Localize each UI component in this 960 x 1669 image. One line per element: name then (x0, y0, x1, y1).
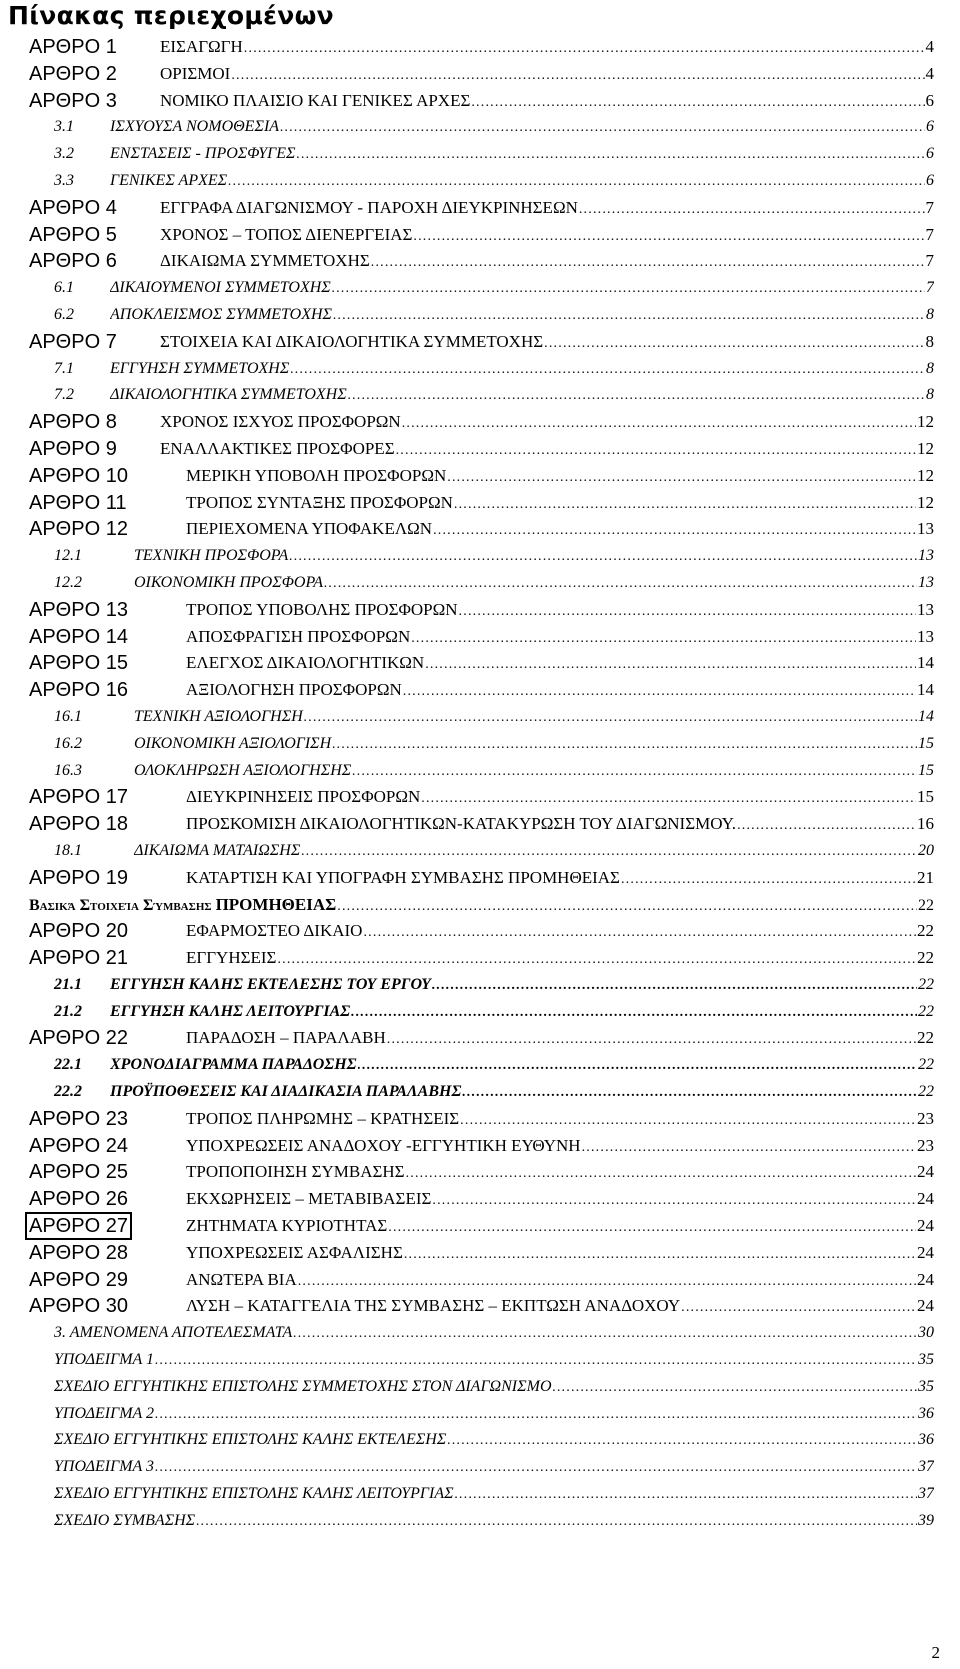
toc-entry[interactable] (0, 677, 960, 704)
toc-entry-number: ΑΡΘΡΟ 10 (29, 464, 128, 487)
toc-entry[interactable] (0, 222, 960, 249)
dot-leader (228, 169, 925, 196)
toc-entry-number: 7.1 (54, 359, 74, 377)
dot-leader (387, 1027, 916, 1054)
toc-entry[interactable] (0, 972, 960, 999)
toc-entry-number: ΑΡΘΡΟ 21 (29, 947, 128, 970)
toc-entry[interactable] (0, 516, 960, 543)
toc-entry-number: 21.1 (54, 975, 82, 993)
toc-entry-number: ΑΡΘΡΟ 25 (29, 1161, 128, 1184)
dot-leader (298, 1269, 916, 1296)
toc-entry-title: ΣΧΕΔΙΟ ΕΓΓΥΗΤΙΚΗΣ ΕΠΙΣΤΟΛΗΣ ΣΥΜΜΕΤΟΧΗΣ ΣΤΟΝ ΔΙΑΓΩΝΙΣΜΟ (54, 1377, 552, 1395)
toc-entry-number: ΑΡΘΡΟ 23 (29, 1107, 128, 1130)
toc-entry-page: 6 (926, 118, 934, 136)
dot-leader (358, 1053, 917, 1080)
toc-entry-page: 14 (918, 707, 934, 725)
toc-entry-page: 35 (918, 1377, 934, 1395)
toc-entry[interactable] (0, 1508, 960, 1535)
toc-entry-title: ΠΕΡΙΕΧΟΜΕΝΑ ΥΠΟΦΑΚΕΛΩΝ (186, 519, 433, 539)
toc-entry[interactable] (0, 1052, 960, 1079)
dot-leader (293, 1321, 917, 1348)
toc-entry-title: ΕΝΑΛΛΑΚΤΙΚΕΣ ΠΡΟΣΦΟΡΕΣ (160, 438, 395, 458)
dot-leader (332, 276, 925, 303)
toc-entry-page: 37 (918, 1485, 934, 1503)
dot-leader (433, 518, 916, 545)
toc-entry-number: ΑΡΘΡΟ 28 (29, 1241, 128, 1264)
toc-entry-page: 16 (917, 814, 934, 834)
toc-entry[interactable] (0, 838, 960, 865)
toc-entry-page: 24 (917, 1189, 934, 1209)
toc-entry-title: ΤΡΟΠΟΠΟΙΗΣΗ ΣΥΜΒΑΣΗΣ (186, 1162, 405, 1182)
toc-entry-number: 16.1 (54, 707, 82, 725)
toc-entry-title: ΑΞΙΟΛΟΓΗΣΗ ΠΡΟΣΦΟΡΩΝ (186, 680, 402, 700)
toc-entry-page: 22 (918, 896, 934, 914)
toc-entry[interactable] (0, 597, 960, 624)
toc-entry-number: ΑΡΘΡΟ 6 (29, 250, 117, 273)
toc-entry[interactable] (0, 650, 960, 677)
toc-entry-title: ΕΓΓΥΗΣΗ ΣΥΜΜΕΤΟΧΗΣ (110, 359, 290, 377)
toc-entry[interactable] (0, 758, 960, 785)
toc-entry[interactable] (0, 114, 960, 141)
toc-entry-page: 8 (926, 305, 934, 323)
toc-entry-number: 21.2 (54, 1002, 82, 1020)
dot-leader (337, 894, 917, 921)
toc-entry-number: ΑΡΘΡΟ 29 (29, 1268, 128, 1291)
toc-entry[interactable] (0, 811, 960, 838)
toc-entry-title (29, 892, 336, 920)
toc-entry-number: ΑΡΘΡΟ 20 (29, 920, 128, 943)
dot-leader (737, 813, 916, 840)
toc-entry[interactable] (0, 409, 960, 436)
toc-entry-number: ΑΡΘΡΟ 5 (29, 223, 117, 246)
toc-entry[interactable] (0, 88, 960, 115)
dot-leader (396, 438, 916, 465)
toc-entry-title: ΛΥΣΗ – ΚΑΤΑΓΓΕΛΙΑ ΤΗΣ ΣΥΜΒΑΣΗΣ – ΕΚΠΤΩΣΗ ΑΝΑΔΟΧΟΥ (186, 1296, 681, 1316)
toc-entry-page: 13 (918, 547, 934, 565)
toc-entry[interactable] (0, 436, 960, 463)
dot-leader (447, 1428, 917, 1455)
toc-entry-title: ΟΙΚΟΝΟΜΙΚΗ ΑΞΙΟΛΟΓΙΣΗ (134, 734, 332, 752)
toc-entry-page: 23 (917, 1108, 934, 1128)
toc-entry-title: ΣΧΕΔΙΟ ΣΥΜΒΑΣΗΣ (54, 1511, 196, 1529)
toc-entry[interactable] (0, 1106, 960, 1133)
toc-entry-title: ΠΑΡΑΔΟΣΗ – ΠΑΡΑΛΑΒΗ (186, 1028, 386, 1048)
toc-entry-page: 20 (918, 841, 934, 859)
table-of-contents (0, 34, 960, 1535)
dot-leader (413, 224, 924, 251)
dot-leader (553, 1375, 917, 1402)
toc-entry-page: 21 (917, 867, 934, 887)
toc-entry[interactable] (0, 1025, 960, 1052)
dot-leader (579, 197, 925, 224)
toc-entry-page: 8 (926, 386, 934, 404)
dot-leader (544, 331, 924, 358)
toc-entry[interactable] (0, 61, 960, 88)
toc-entry-title: ΝΟΜΙΚΟ ΠΛΑΙΣΙΟ ΚΑΙ ΓΕΝΙΚΕΣ ΑΡΧΕΣ (160, 90, 471, 110)
dot-leader (351, 1000, 917, 1027)
toc-entry[interactable] (0, 945, 960, 972)
toc-entry[interactable] (0, 168, 960, 195)
toc-entry-page: 6 (926, 171, 934, 189)
toc-entry-number: 7.2 (54, 386, 74, 404)
toc-entry[interactable] (0, 1320, 960, 1347)
toc-entry-title: ΤΡΟΠΟΣ ΣΥΝΤΑΞΗΣ ΠΡΟΣΦΟΡΩΝ (186, 492, 453, 512)
toc-entry-title: ΑΠΟΣΦΡΑΓΙΣΗ ΠΡΟΣΦΟΡΩΝ (186, 626, 411, 646)
toc-entry[interactable] (0, 1267, 960, 1294)
toc-entry-page: 13 (917, 599, 934, 619)
toc-entry[interactable] (0, 892, 960, 919)
dot-leader (363, 920, 916, 947)
dot-leader (155, 1348, 917, 1375)
dot-leader (421, 786, 916, 813)
toc-entry-number: ΑΡΘΡΟ 30 (29, 1295, 128, 1318)
dot-leader (155, 1402, 917, 1429)
toc-entry-title: ΕΓΓΥΗΣΕΙΣ (186, 948, 277, 968)
toc-entry-title: ΖΗΤΗΜΑΤΑ ΚΥΡΙΟΤΗΤΑΣ (186, 1216, 388, 1236)
dot-leader (244, 36, 925, 63)
toc-entry-title: ΕΦΑΡΜΟΣΤΕΟ ΔΙΚΑΙΟ (186, 921, 363, 941)
toc-entry[interactable] (0, 918, 960, 945)
toc-entry-number: 16.2 (54, 734, 82, 752)
toc-entry-title: ΕΓΓΥΗΣΗ ΚΑΛΗΣ ΕΚΤΕΛΕΣΗΣ ΤΟΥ ΕΡΓΟΥ (110, 975, 431, 993)
toc-entry-page: 15 (918, 761, 934, 779)
toc-entry-number: 6.2 (54, 305, 74, 323)
toc-entry-page: 7 (926, 279, 934, 297)
dot-leader (460, 1108, 916, 1135)
toc-entry-page: 22 (917, 948, 934, 968)
dot-leader (231, 63, 924, 90)
toc-entry-title: ΣΧΕΔΙΟ ΕΓΓΥΗΤΙΚΗΣ ΕΠΙΣΤΟΛΗΣ ΚΑΛΗΣ ΕΚΤΕΛΕΣΗΣ (54, 1431, 447, 1449)
toc-entry-title: ΤΡΟΠΟΣ ΠΛΗΡΩΜΗΣ – ΚΡΑΤΗΣΕΙΣ (186, 1108, 460, 1128)
toc-entry-page: 12 (917, 492, 934, 512)
toc-entry-number: 6.1 (54, 279, 74, 297)
page-number: 2 (931, 1643, 940, 1662)
toc-entry-page: 22 (918, 1002, 934, 1020)
toc-entry-page: 12 (917, 465, 934, 485)
toc-entry-page: 22 (917, 921, 934, 941)
dot-leader (406, 1161, 916, 1188)
toc-entry-number: ΑΡΘΡΟ 24 (29, 1134, 128, 1157)
toc-entry-page: 24 (917, 1296, 934, 1316)
toc-entry-number: ΑΡΘΡΟ 27 (29, 1215, 128, 1238)
toc-entry[interactable] (0, 1213, 960, 1240)
dot-leader (404, 1242, 916, 1269)
toc-heading: Πίνακας περιεχομένων (8, 1, 334, 30)
toc-entry-title: ΔΙΚΑΙΟΥΜΕΝΟΙ ΣΥΜΜΕΤΟΧΗΣ (110, 279, 331, 297)
toc-entry-title: ΥΠΟΔΕΙΓΜΑ 3 (54, 1458, 155, 1476)
toc-entry-page: 23 (917, 1135, 934, 1155)
toc-entry-title-part: ΠΡΟΜΗΘΕΙΑΣ (215, 894, 337, 914)
toc-entry-number: ΑΡΘΡΟ 2 (29, 62, 117, 85)
toc-entry[interactable] (0, 195, 960, 222)
toc-entry[interactable] (0, 382, 960, 409)
toc-entry-number: ΑΡΘΡΟ 7 (29, 330, 117, 353)
toc-entry[interactable] (0, 302, 960, 329)
dot-leader (348, 383, 925, 410)
toc-entry-page: 7 (925, 251, 934, 271)
toc-entry-number: ΑΡΘΡΟ 14 (29, 625, 128, 648)
toc-entry-page: 8 (926, 359, 934, 377)
toc-entry-title: ΤΡΟΠΟΣ ΥΠΟΒΟΛΗΣ ΠΡΟΣΦΟΡΩΝ (186, 599, 458, 619)
toc-entry-number: ΑΡΘΡΟ 8 (29, 411, 117, 434)
toc-entry-number: ΑΡΘΡΟ 13 (29, 598, 128, 621)
toc-entry-number: ΑΡΘΡΟ 9 (29, 437, 117, 460)
toc-entry-title: ΚΑΤΑΡΤΙΣΗ ΚΑΙ ΥΠΟΓΡΑΦΗ ΣΥΜΒΑΣΗΣ ΠΡΟΜΗΘΕΙΑΣ (186, 867, 620, 887)
toc-entry-page: 24 (917, 1242, 934, 1262)
toc-entry-number: ΑΡΘΡΟ 3 (29, 89, 117, 112)
toc-entry-title: ΕΓΓΡΑΦΑ ΔΙΑΓΩΝΙΣΜΟΥ - ΠΑΡΟΧΗ ΔΙΕΥΚΡΙΝΗΣΕΩΝ (160, 197, 578, 217)
toc-entry-title: ΟΡΙΣΜΟΙ (160, 63, 231, 83)
toc-entry-page: 8 (925, 331, 934, 351)
toc-entry-page: 24 (917, 1216, 934, 1236)
toc-entry-page: 6 (926, 145, 934, 163)
toc-entry[interactable] (0, 784, 960, 811)
dot-leader (297, 142, 926, 169)
dot-leader (333, 303, 925, 330)
dot-leader (352, 759, 917, 786)
toc-entry-title: ΥΠΟΔΕΙΓΜΑ 2 (54, 1404, 155, 1422)
toc-entry-page: 7 (925, 224, 934, 244)
toc-entry-title: ΓΕΝΙΚΕΣ ΑΡΧΕΣ (110, 171, 228, 189)
toc-entry[interactable] (0, 248, 960, 275)
dot-leader (280, 115, 925, 142)
toc-entry-title-part: Βασικά Στοιχεία Σύμβασης (29, 896, 212, 914)
toc-entry-title: ΕΙΣΑΓΩΓΗ (160, 37, 243, 56)
toc-entry-title: ΙΣΧΥΟΥΣΑ ΝΟΜΟΘΕΣΙΑ (110, 118, 280, 136)
toc-entry-title: ΕΚΧΩΡΗΣΕΙΣ – ΜΕΤΑΒΙΒΑΣΕΙΣ (186, 1189, 432, 1209)
toc-entry-title: ΔΙΚΑΙΩΜΑ ΣΥΜΜΕΤΟΧΗΣ (160, 251, 370, 271)
toc-entry-page: 36 (918, 1404, 934, 1422)
toc-entry[interactable] (0, 1401, 960, 1428)
dot-leader (301, 839, 917, 866)
toc-entry[interactable] (0, 1347, 960, 1374)
toc-entry-number: ΑΡΘΡΟ 1 (29, 36, 117, 58)
toc-entry-page: 24 (917, 1162, 934, 1182)
toc-entry-number: ΑΡΘΡΟ 12 (29, 518, 128, 541)
toc-entry-number: 18.1 (54, 841, 82, 859)
toc-entry[interactable] (0, 1427, 960, 1454)
dot-leader (462, 1080, 917, 1107)
dot-leader (196, 1509, 917, 1536)
toc-entry[interactable] (0, 731, 960, 758)
toc-entry-page: 7 (925, 197, 934, 217)
toc-entry-title: ΔΙΕΥΚΡΙΝΗΣΕΙΣ ΠΡΟΣΦΟΡΩΝ (186, 787, 421, 807)
toc-entry-title: ΧΡΟΝΟΔΙΑΓΡΑΜΜΑ ΠΑΡΑΔΟΣΗΣ (110, 1056, 357, 1074)
toc-entry-title: ΑΠΟΚΛΕΙΣΜΟΣ ΣΥΜΜΕΤΟΧΗΣ (110, 305, 333, 323)
toc-entry-number: ΑΡΘΡΟ 16 (29, 679, 128, 702)
toc-entry-title: ΤΕΧΝΙΚΗ ΑΞΙΟΛΟΓΗΣΗ (134, 707, 303, 725)
toc-entry[interactable] (0, 141, 960, 168)
toc-entry-title: ΜΕΡΙΚΗ ΥΠΟΒΟΛΗ ΠΡΟΣΦΟΡΩΝ (186, 465, 447, 485)
dot-leader (402, 411, 916, 438)
dot-leader (454, 492, 916, 519)
dot-leader (388, 1215, 916, 1242)
dot-leader (290, 357, 925, 384)
toc-entry-page: 36 (918, 1431, 934, 1449)
toc-entry-page: 22 (918, 1056, 934, 1074)
dot-leader (289, 544, 917, 571)
toc-entry[interactable] (0, 1454, 960, 1481)
dot-leader (681, 1295, 916, 1322)
toc-entry[interactable] (0, 1374, 960, 1401)
toc-entry[interactable] (0, 1079, 960, 1106)
toc-entry[interactable] (0, 1240, 960, 1267)
toc-entry-number: ΑΡΘΡΟ 17 (29, 786, 128, 809)
toc-entry-number: ΑΡΘΡΟ 4 (29, 196, 117, 219)
toc-entry-number: 12.2 (54, 573, 82, 591)
toc-entry-title: ΟΙΚΟΝΟΜΙΚΗ ΠΡΟΣΦΟΡΑ (134, 573, 323, 591)
toc-entry[interactable] (0, 1293, 960, 1320)
toc-entry-title: ΣΤΟΙΧΕΙΑ ΚΑΙ ΔΙΚΑΙΟΛΟΓΗΤΙΚΑ ΣΥΜΜΕΤΟΧΗΣ (160, 331, 544, 351)
toc-entry-title: ΥΠΟΔΕΙΓΜΑ 1 (54, 1351, 155, 1369)
toc-entry-page: 35 (918, 1351, 934, 1369)
toc-entry-title: ΥΠΟΧΡΕΩΣΕΙΣ ΑΣΦΑΛΙΣΗΣ (186, 1242, 403, 1262)
toc-entry-title: ΣΧΕΔΙΟ ΕΓΓΥΗΤΙΚΗΣ ΕΠΙΣΤΟΛΗΣ ΚΑΛΗΣ ΛΕΙΤΟΥΡΓΙΑΣ (54, 1485, 454, 1503)
toc-entry-page: 13 (918, 573, 934, 591)
toc-entry[interactable] (0, 1481, 960, 1508)
toc-entry-page: 6 (925, 90, 934, 110)
dot-leader (447, 465, 916, 492)
toc-entry-number: 16.3 (54, 761, 82, 779)
toc-entry-number: 3.2 (54, 145, 74, 163)
dot-leader (471, 90, 924, 117)
toc-entry-page: 4 (925, 63, 934, 83)
dot-leader (332, 732, 917, 759)
toc-entry-number: ΑΡΘΡΟ 19 (29, 866, 128, 889)
toc-entry-page: 13 (917, 626, 934, 646)
toc-entry-page: 14 (917, 653, 934, 673)
toc-entry[interactable] (0, 570, 960, 597)
dot-leader (621, 867, 916, 894)
toc-entry[interactable] (0, 1133, 960, 1160)
toc-entry-page: 12 (917, 412, 934, 432)
dot-leader (277, 947, 916, 974)
dot-leader (155, 1455, 917, 1482)
toc-entry-number: 22.2 (54, 1083, 82, 1101)
toc-entry-page: 4 (925, 37, 934, 56)
toc-entry-number: ΑΡΘΡΟ 18 (29, 813, 128, 836)
dot-leader (411, 626, 916, 653)
toc-entry-page: 22 (918, 975, 934, 993)
toc-entry-page: 37 (918, 1458, 934, 1476)
toc-entry[interactable] (0, 1159, 960, 1186)
toc-entry-number: ΑΡΘΡΟ 15 (29, 652, 128, 675)
dot-leader (371, 250, 925, 277)
toc-entry-title: ΠΡΟΣΚΟΜΙΣΗ ΔΙΚΑΙΟΛΟΓΗΤΙΚΩΝ-ΚΑΤΑΚΥΡΩΣΗ ΤΟΥ ΔΙΑΓΩΝΙΣΜΟΥ. (186, 814, 737, 834)
toc-entry-page: 39 (918, 1511, 934, 1529)
toc-entry-title: ΕΛΕΓΧΟΣ ΔΙΚΑΙΟΛΟΓΗΤΙΚΩΝ (186, 653, 425, 673)
toc-entry-title: ΤΕΧΝΙΚΗ ΠΡΟΣΦΟΡΑ (134, 547, 289, 565)
toc-entry-title: ΑΝΩΤΕΡΑ ΒΙΑ (186, 1269, 297, 1289)
dot-leader (432, 1188, 916, 1215)
dot-leader (324, 571, 917, 598)
toc-entry-title: ΧΡΟΝΟΣ ΙΣΧΥΟΣ ΠΡΟΣΦΟΡΩΝ (160, 412, 401, 432)
toc-entry[interactable] (0, 624, 960, 651)
toc-entry[interactable] (0, 329, 960, 356)
toc-entry[interactable] (0, 999, 960, 1026)
toc-entry-title: 3. ΑΜΕΝΟΜΕΝΑ ΑΠΟΤΕΛΕΣΜΑΤΑ (54, 1324, 293, 1342)
toc-entry-page: 15 (917, 787, 934, 807)
toc-entry-number: 3.3 (54, 171, 74, 189)
toc-entry-number: ΑΡΘΡΟ 22 (29, 1027, 128, 1050)
toc-entry[interactable] (0, 865, 960, 892)
toc-entry-number: ΑΡΘΡΟ 11 (29, 491, 127, 514)
dot-leader (459, 599, 916, 626)
toc-entry-title: ΕΓΓΥΗΣΗ ΚΑΛΗΣ ΛΕΙΤΟΥΡΓΙΑΣ (110, 1002, 351, 1020)
toc-entry-title: ΕΝΣΤΑΣΕΙΣ - ΠΡΟΣΦΥΓΕΣ (110, 145, 296, 163)
toc-entry-title: ΔΙΚΑΙΟΛΟΓΗΤΙΚΑ ΣΥΜΜΕΤΟΧΗΣ (110, 386, 347, 404)
toc-entry-title: ΟΛΟΚΛΗΡΩΣΗ ΑΞΙΟΛΟΓΗΣΗΣ (134, 761, 352, 779)
toc-entry-title: ΥΠΟΧΡΕΩΣΕΙΣ ΑΝΑΔΟΧΟΥ -ΕΓΓΥΗΤΙΚΗ ΕΥΘΥΝΗ (186, 1135, 581, 1155)
toc-entry[interactable] (0, 543, 960, 570)
toc-entry-page: 22 (918, 1083, 934, 1101)
toc-entry[interactable] (0, 463, 960, 490)
toc-entry-title: ΔΙΚΑΙΩΜΑ ΜΑΤΑΙΩΣΗΣ (134, 841, 301, 859)
toc-entry-number: 22.1 (54, 1056, 82, 1074)
toc-entry-page: 14 (917, 680, 934, 700)
toc-entry-page: 15 (918, 734, 934, 752)
toc-entry-page: 13 (917, 519, 934, 539)
toc-entry[interactable] (0, 1186, 960, 1213)
toc-entry[interactable] (0, 490, 960, 517)
toc-entry-page: 30 (918, 1324, 934, 1342)
dot-leader (582, 1135, 916, 1162)
toc-entry[interactable] (0, 275, 960, 302)
dot-leader (304, 705, 917, 732)
toc-entry-page: 22 (917, 1028, 934, 1048)
toc-entry-title: ΧΡΟΝΟΣ – ΤΟΠΟΣ ΔΙΕΝΕΡΓΕΙΑΣ (160, 224, 413, 244)
toc-entry[interactable] (0, 356, 960, 383)
dot-leader (455, 1482, 917, 1509)
toc-entry-number: ΑΡΘΡΟ 26 (29, 1188, 128, 1211)
dot-leader (425, 652, 916, 679)
toc-entry-page: 24 (917, 1269, 934, 1289)
toc-entry[interactable] (0, 704, 960, 731)
toc-entry-number: 12.1 (54, 547, 82, 565)
toc-entry-title: ΠΡΟΫΠΟΘΕΣΕΙΣ ΚΑΙ ΔΙΑΔΙΚΑΣΙΑ ΠΑΡΑΛΑΒΗΣ (110, 1083, 462, 1101)
toc-entry-page: 12 (917, 438, 934, 458)
toc-entry-number: 3.1 (54, 118, 74, 136)
dot-leader (432, 973, 917, 1000)
dot-leader (403, 679, 916, 706)
toc-entry[interactable] (0, 34, 960, 61)
